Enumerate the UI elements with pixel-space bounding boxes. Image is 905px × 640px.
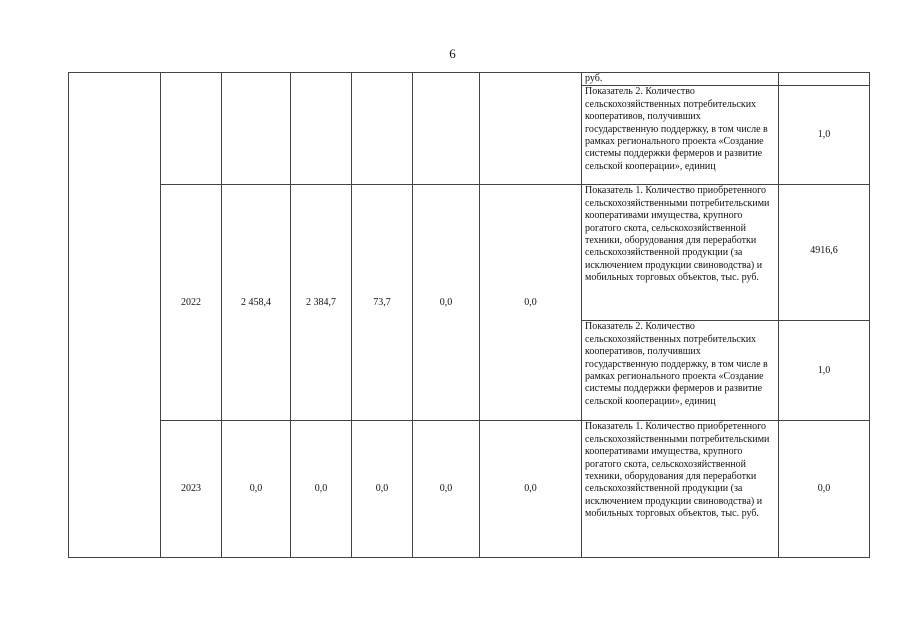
indicator-value: 1,0 — [779, 321, 870, 421]
value-cell: 0,0 — [480, 185, 582, 421]
page-number: 6 — [449, 46, 456, 61]
indicator-value: 1,0 — [779, 86, 870, 185]
indicator-text: Показатель 2. Количество сельскохозяйственных потребительских кооперативов, получивших государственную поддержку, в том числе в рамках регионального проекта «Создание системы поддержки фермеров и развитие сельской кооперации», единиц — [582, 321, 779, 421]
indicator-text: Показатель 1. Количество приобретенного сельскохозяйственными потребительскими кооперативами имущества, крупного рогатого скота, сельскохозяйственной техники, оборудования для переработки сельскохозяйственной продукции (за исключением продукции свиноводства) и мобильных торговых объектов, тыс. руб. — [582, 185, 779, 321]
value-cell: 0,0 — [413, 421, 480, 558]
indicator-text: Показатель 2. Количество сельскохозяйственных потребительских кооперативов, получивших государственную поддержку, в том числе в рамках регионального проекта «Создание системы поддержки фермеров и развитие сельской кооперации», единиц — [582, 86, 779, 185]
indicator-value — [779, 73, 870, 86]
value-cell: 2 384,7 — [291, 185, 352, 421]
year-cell: 2023 — [161, 421, 222, 558]
indicator-value: 4916,6 — [779, 185, 870, 321]
indicator-text: Показатель 1. Количество приобретенного сельскохозяйственными потребительскими кооперативами имущества, крупного рогатого скота, сельскохозяйственной техники, оборудования для переработки сельскохозяйственной продукции (за исключением продукции свиноводства) и мобильных торговых объектов, тыс. руб. — [582, 421, 779, 558]
value-cell: 0,0 — [352, 421, 413, 558]
year-cell: 2022 — [161, 185, 222, 421]
value-cell — [291, 73, 352, 185]
year-cell — [161, 73, 222, 185]
value-cell — [222, 73, 291, 185]
value-cell: 73,7 — [352, 185, 413, 421]
program-name-cell — [69, 73, 161, 558]
value-cell: 0,0 — [291, 421, 352, 558]
value-cell: 0,0 — [222, 421, 291, 558]
value-cell: 2 458,4 — [222, 185, 291, 421]
value-cell — [413, 73, 480, 185]
value-cell: 0,0 — [413, 185, 480, 421]
value-cell — [480, 73, 582, 185]
indicator-value: 0,0 — [779, 421, 870, 558]
value-cell — [352, 73, 413, 185]
indicator-text: руб. — [582, 73, 779, 86]
value-cell: 0,0 — [480, 421, 582, 558]
program-table — [68, 72, 870, 558]
